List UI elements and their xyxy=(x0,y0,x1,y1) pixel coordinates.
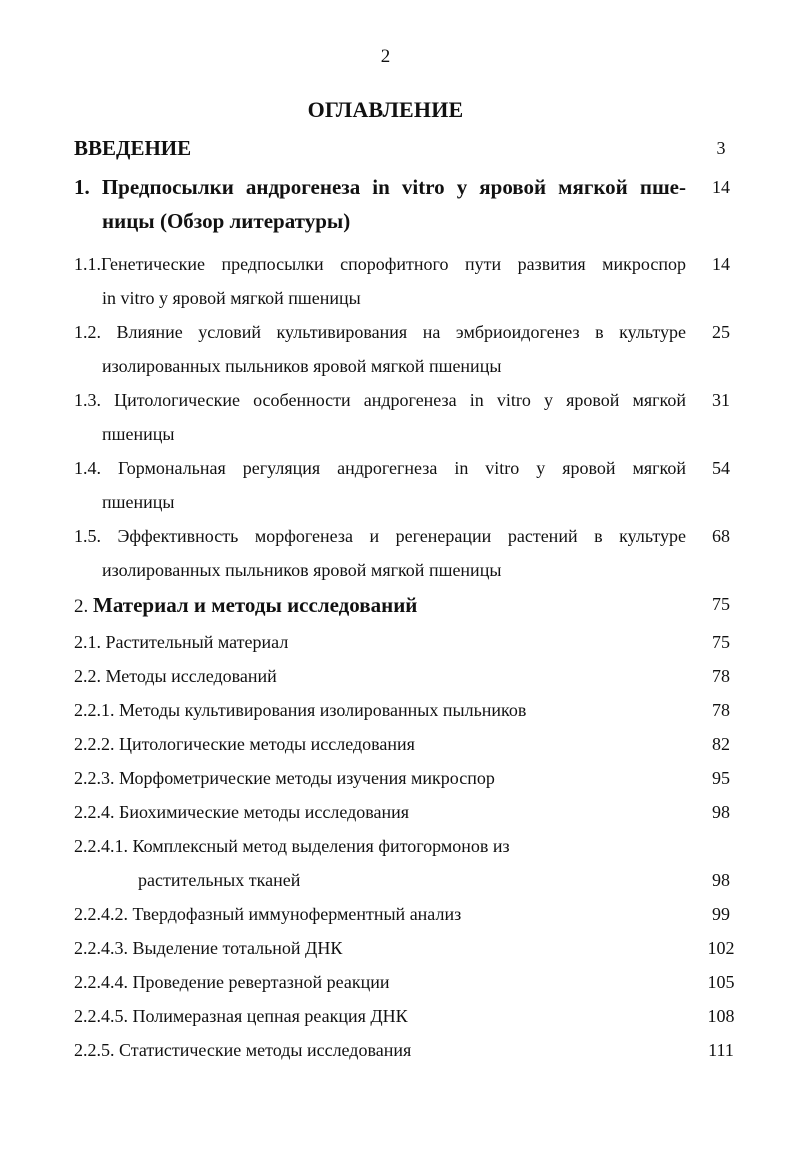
toc-page-number: 111 xyxy=(708,1040,734,1060)
toc-entry-text: 2.1. Растительный материал xyxy=(74,632,289,652)
toc-page-number: 31 xyxy=(712,390,730,410)
toc-entry-text: 2.2. Методы исследований xyxy=(74,666,277,686)
toc-entry-text: 2.2.2. Цитологические методы исследования xyxy=(74,734,415,754)
toc-entry-text: 1.2. Влияние условий культивирования на эмбриоидогенез в культуре xyxy=(74,322,686,342)
toc-entry-2-2-1[interactable] xyxy=(74,693,686,727)
toc-entry-introduction[interactable] xyxy=(74,131,686,165)
toc-entry-continuation: растительных тканей xyxy=(138,870,301,890)
toc-entry-2-2-4-2[interactable] xyxy=(74,897,686,931)
toc-entry-2-1[interactable] xyxy=(74,625,686,659)
toc-entry-2-2-4-3[interactable] xyxy=(74,931,686,965)
toc-entry-text: ВВЕДЕНИЕ xyxy=(74,136,192,160)
toc-entry-chapter-2[interactable] xyxy=(74,588,686,624)
toc-entry-text: 2.2.4.5. Полимеразная цепная реакция ДНК xyxy=(74,1006,408,1026)
toc-entry-text: 1.4. Гормональная регуляция андрогегнеза in vitro у яровой мягкой xyxy=(74,458,686,478)
toc-page-number: 78 xyxy=(712,666,730,686)
toc-title: ОГЛАВЛЕНИЕ xyxy=(307,97,464,122)
toc-entry-text: 1.5. Эффективность морфогенеза и регенерации растений в культуре xyxy=(74,526,686,546)
toc-entry-text xyxy=(74,588,686,624)
toc-page-number: 98 xyxy=(712,802,730,822)
toc-page-number: 54 xyxy=(712,458,730,478)
toc-entry-1-4[interactable] xyxy=(74,451,686,519)
toc-entry-1-2[interactable] xyxy=(74,315,686,383)
toc-entry-2-2-2[interactable] xyxy=(74,727,686,761)
toc-entry-text: 2.2.4.3. Выделение тотальной ДНК xyxy=(74,938,343,958)
toc-page-number: 14 xyxy=(712,177,730,197)
toc-entry-text: 2.2.4.2. Твердофазный иммуноферментный анализ xyxy=(74,904,462,924)
toc-entry-2-2[interactable] xyxy=(74,659,686,693)
toc-entry-2-2-4-4[interactable] xyxy=(74,965,686,999)
page-number: 2 xyxy=(380,46,391,67)
toc-entry-1-5[interactable] xyxy=(74,519,686,587)
toc-entry-2-2-4-5[interactable] xyxy=(74,999,686,1033)
toc-page-number: 14 xyxy=(712,254,730,274)
toc-entry-continuation: пшеницы xyxy=(102,424,175,444)
toc-chapter-prefix: 2. xyxy=(74,596,93,617)
toc-page-number: 78 xyxy=(712,700,730,720)
toc-entry-2-2-4[interactable] xyxy=(74,795,686,829)
toc-entry-1-3[interactable] xyxy=(74,383,686,451)
toc-entry-text: 2.2.4.1. Комплексный метод выделения фитогормонов из xyxy=(74,836,510,856)
toc-entry-2-2-5[interactable] xyxy=(74,1033,686,1067)
toc-entry-continuation: пшеницы xyxy=(102,492,175,512)
toc-entry-continuation: изолированных пыльников яровой мягкой пшеницы xyxy=(102,356,502,376)
toc-entry-chapter-1[interactable] xyxy=(74,170,686,238)
toc-entry-2-2-3[interactable] xyxy=(74,761,686,795)
toc-entry-text: 2.2.5. Статистические методы исследования xyxy=(74,1040,412,1060)
toc-page-number: 3 xyxy=(716,138,726,158)
toc-page-number: 25 xyxy=(712,322,730,342)
toc-entry-text: 2.2.3. Морфометрические методы изучения микроспор xyxy=(74,768,495,788)
toc-chapter-title: Материал и методы исследований xyxy=(93,593,418,617)
toc-entry-text: 1. Предпосылки андрогенеза in vitro у яровой мягкой пше- xyxy=(74,175,686,199)
toc-page-number: 75 xyxy=(712,632,730,652)
toc-page-number: 95 xyxy=(712,768,730,788)
toc-entry-continuation: ницы (Обзор литературы) xyxy=(102,209,351,233)
toc-page-number: 102 xyxy=(707,938,735,958)
toc-entry-text: 1.1.Генетические предпосылки спорофитного пути развития микроспор xyxy=(74,254,686,274)
toc-entry-1-1[interactable] xyxy=(74,247,686,315)
toc-page-number: 99 xyxy=(712,904,730,924)
toc-entry-2-2-4-1[interactable] xyxy=(74,829,686,897)
toc-entry-text: 1.3. Цитологические особенности андрогенеза in vitro у яровой мягкой xyxy=(74,390,686,410)
toc-entry-continuation: in vitro у яровой мягкой пшеницы xyxy=(102,288,361,308)
toc-page-number: 75 xyxy=(712,594,730,614)
toc-page-number: 108 xyxy=(707,1006,735,1026)
toc-entry-text: 2.2.4. Биохимические методы исследования xyxy=(74,802,410,822)
toc-page-number: 98 xyxy=(712,870,730,890)
toc-page-number: 82 xyxy=(712,734,730,754)
toc-page-number: 105 xyxy=(707,972,735,992)
toc-entry-continuation: изолированных пыльников яровой мягкой пшеницы xyxy=(102,560,502,580)
toc-entry-text: 2.2.1. Методы культивирования изолированных пыльников xyxy=(74,700,527,720)
toc-page-number: 68 xyxy=(712,526,730,546)
toc-entry-text: 2.2.4.4. Проведение ревертазной реакции xyxy=(74,972,390,992)
